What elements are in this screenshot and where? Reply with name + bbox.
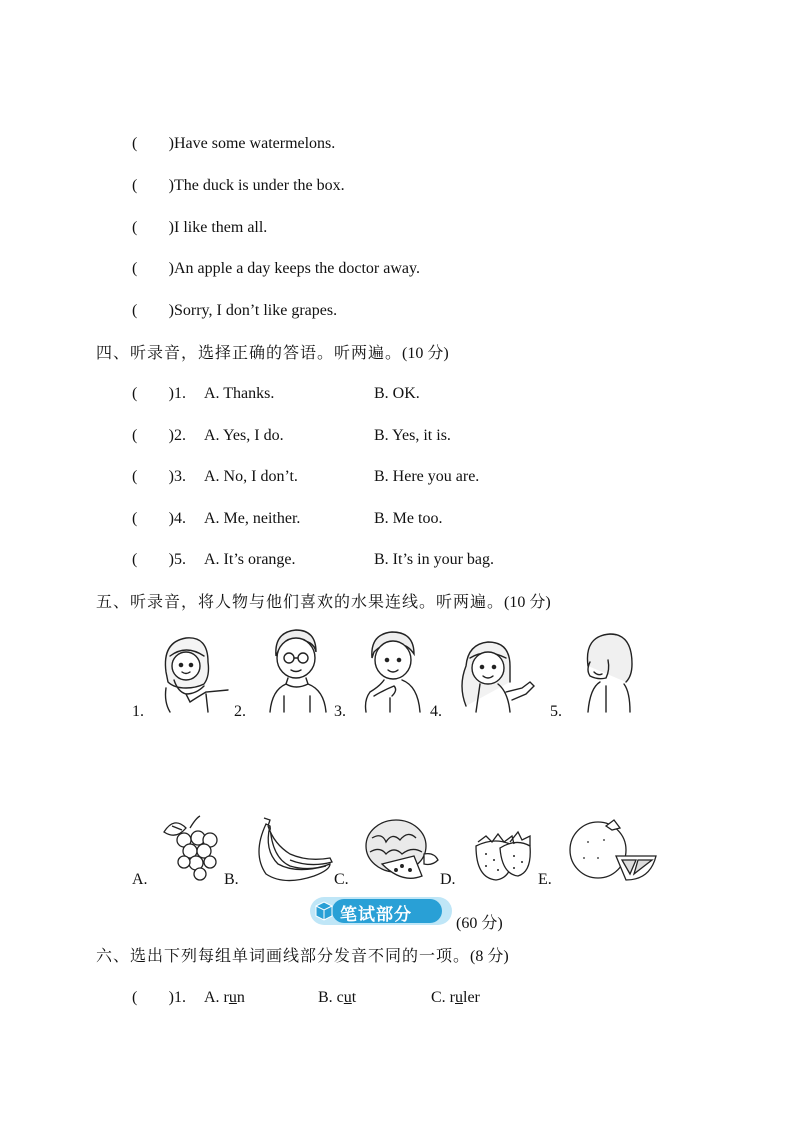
fruit-label-a: A. (132, 871, 148, 888)
answer-blank[interactable]: ( ) (132, 551, 174, 568)
s4-item-2: ( ) 2. A. Yes, I do. B. Yes, it is. (132, 427, 451, 444)
section4-heading: 四、听录音，选择正确的答语。听两遍。(10 分) (96, 343, 449, 362)
girl-side-figure[interactable] (580, 630, 640, 714)
option-a: A. No, I don’t. (204, 468, 298, 485)
word-option-c: C. ruler (431, 989, 480, 1006)
answer-blank[interactable]: ( ) (132, 302, 174, 319)
grapes-icon[interactable] (160, 814, 224, 886)
answer-blank[interactable]: ( ) (132, 135, 174, 152)
person-label-4: 4. (430, 703, 442, 720)
person-label-1: 1. (132, 703, 144, 720)
orange-icon[interactable] (568, 818, 658, 884)
s3-item-2: ( ) The duck is under the box. (132, 177, 345, 194)
option-b: B. Here you are. (374, 468, 480, 485)
option-b: B. OK. (374, 385, 420, 402)
s4-item-3: ( ) 3. A. No, I don’t. B. Here you are. (132, 468, 480, 485)
option-a: A. It’s orange. (204, 551, 296, 568)
watermelon-icon[interactable] (362, 818, 440, 884)
answer-blank[interactable]: ( ) (132, 177, 174, 194)
option-b: B. Me too. (374, 510, 443, 527)
fruit-label-e: E. (538, 871, 552, 888)
s4-item-5: ( ) 5. A. It’s orange. B. It’s in your bag. (132, 551, 494, 568)
s3-item-5: ( ) Sorry, I don’t like grapes. (132, 302, 338, 319)
answer-blank[interactable]: ( ) (132, 989, 174, 1006)
answer-blank[interactable]: ( ) (132, 468, 174, 485)
banner-score: (60 分) (456, 915, 503, 932)
answer-blank[interactable]: ( ) (132, 385, 174, 402)
s3-item-1: ( ) Have some watermelons. (132, 135, 336, 152)
person-label-2: 2. (234, 703, 246, 720)
s3-item-3: ( ) I like them all. (132, 219, 268, 236)
s4-item-4: ( ) 4. A. Me, neither. B. Me too. (132, 510, 443, 527)
section6-heading: 六、选出下列每组单词画线部分发音不同的一项。(8 分) (96, 946, 509, 965)
option-a: A. Thanks. (204, 385, 275, 402)
answer-blank[interactable]: ( ) (132, 427, 174, 444)
option-a: A. Me, neither. (204, 510, 301, 527)
person-label-3: 3. (334, 703, 346, 720)
option-b: B. It’s in your bag. (374, 551, 494, 568)
banana-icon[interactable] (250, 814, 334, 886)
word-option-b: B. cut (318, 989, 357, 1006)
boy-glasses-figure[interactable] (262, 626, 332, 714)
fruit-label-d: D. (440, 871, 456, 888)
person-label-5: 5. (550, 703, 562, 720)
strawberry-icon[interactable] (470, 822, 536, 884)
girl-ponytail-figure[interactable] (456, 636, 540, 716)
banner-label: 笔试部分 (340, 905, 412, 925)
s6-item-1: ( ) 1. A. run B. cut C. ruler (132, 989, 480, 1006)
option-a: A. Yes, I do. (204, 427, 284, 444)
section5-heading: 五、听录音，将人物与他们喜欢的水果连线。听两遍。(10 分) (96, 592, 551, 611)
answer-blank[interactable]: ( ) (132, 260, 174, 277)
option-b: B. Yes, it is. (374, 427, 451, 444)
fruit-label-b: B. (224, 871, 239, 888)
girl-figure-1[interactable] (156, 632, 234, 714)
s3-item-4: ( ) An apple a day keeps the doctor away. (132, 260, 420, 277)
answer-blank[interactable]: ( ) (132, 219, 174, 236)
fruit-label-c: C. (334, 871, 349, 888)
boy-figure-3[interactable] (360, 630, 426, 714)
s4-item-1: ( ) 1. A. Thanks. B. OK. (132, 385, 420, 402)
word-option-a: A. run (204, 989, 245, 1006)
answer-blank[interactable]: ( ) (132, 510, 174, 527)
